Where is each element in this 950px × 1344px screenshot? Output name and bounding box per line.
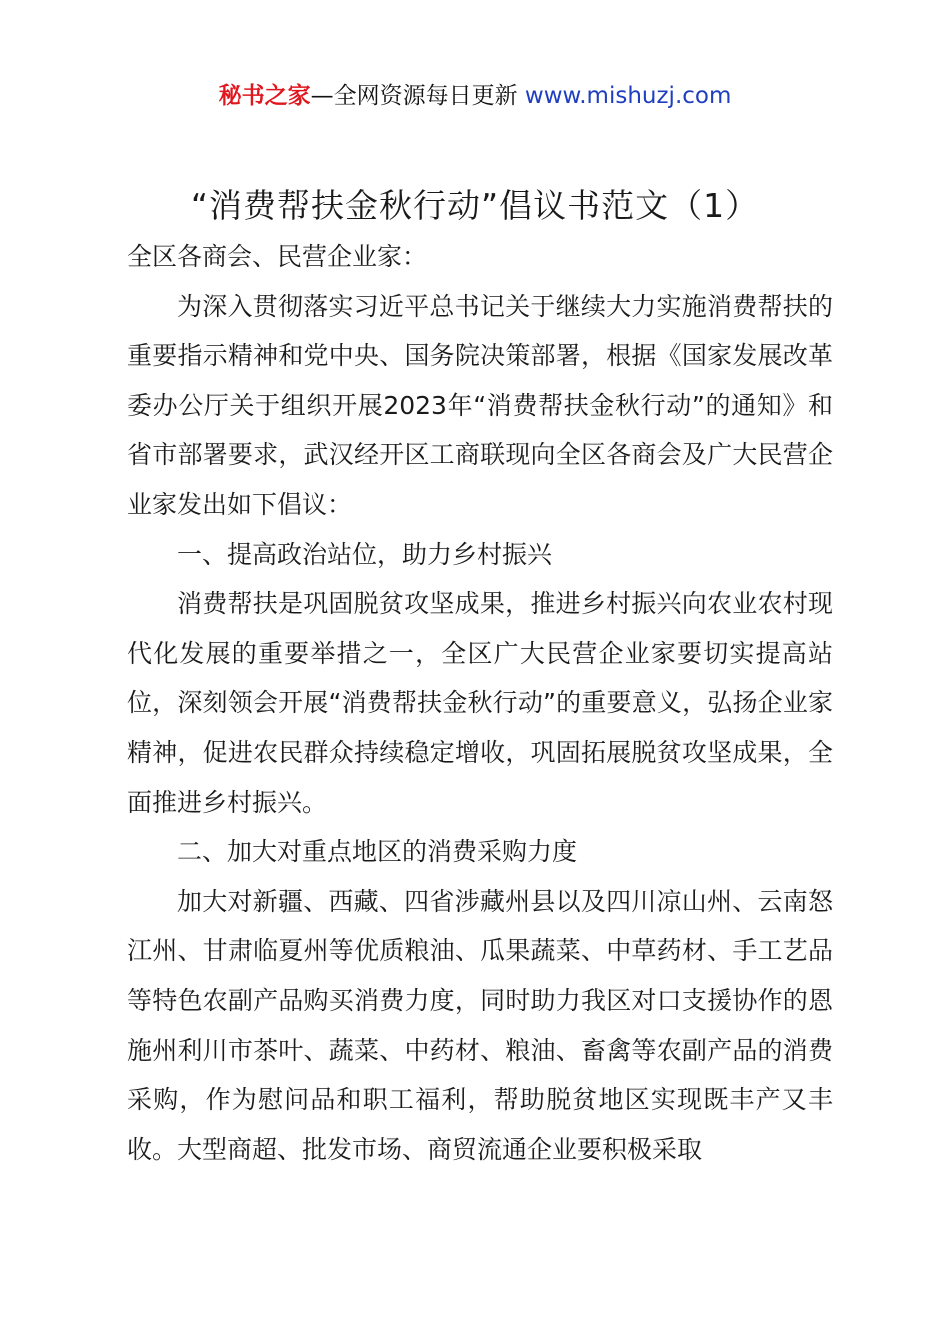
site-url[interactable]: www.mishuzj.com [524,83,732,109]
site-header [0,80,950,112]
paragraph-section-2: 加大对新疆、西藏、四省涉藏州县以及四川凉山州、云南怒江州、甘肃临夏州等优质粮油、瓜果蔬菜、中草药材、手工艺品等特色农副产品购买消费力度，同时助力我区对口支援协作的恩施州利川市茶叶、蔬菜、中药材、粮油、畜禽等农副产品的消费采购，作为慰问品和职工福利，帮助脱贫地区实现既丰产又丰收。大型商超、批发市场、商贸流通企业要积极采取 [127,886,833,1164]
site-brand: 秘书之家 [218,83,311,109]
site-tagline: —全网资源每日更新 [310,83,525,109]
paragraph-section-1: 消费帮扶是巩固脱贫攻坚成果，推进乡村振兴向农业农村现代化发展的重要举措之一，全区广大民营企业家要切实提高站位，深刻领会开展“消费帮扶金秋行动”的重要意义，弘扬企业家精神，促进农民群众持续稳定增收，巩固拓展脱贫攻坚成果，全面推进乡村振兴。 [127,589,833,817]
section-heading-1: 一、提高政治站位，助力乡村振兴 [177,539,553,569]
salutation: 全区各商会、民营企业家： [127,242,428,271]
document-body [127,232,833,1174]
paragraph-intro: 为深入贯彻落实习近平总书记关于继续大力实施消费帮扶的重要指示精神和党中央、国务院决策部署，根据《国家发展改革委办公厅关于组织开展2023年“消费帮扶金秋行动”的通知》和省市部署要求，武汉经开区工商联现向全区各商会及广大民营企业家发出如下倡议： [127,291,833,519]
document-title: “消费帮扶金秋行动”倡议书范文（1） [190,186,760,225]
section-heading-2: 二、加大对重点地区的消费采购力度 [177,837,578,867]
